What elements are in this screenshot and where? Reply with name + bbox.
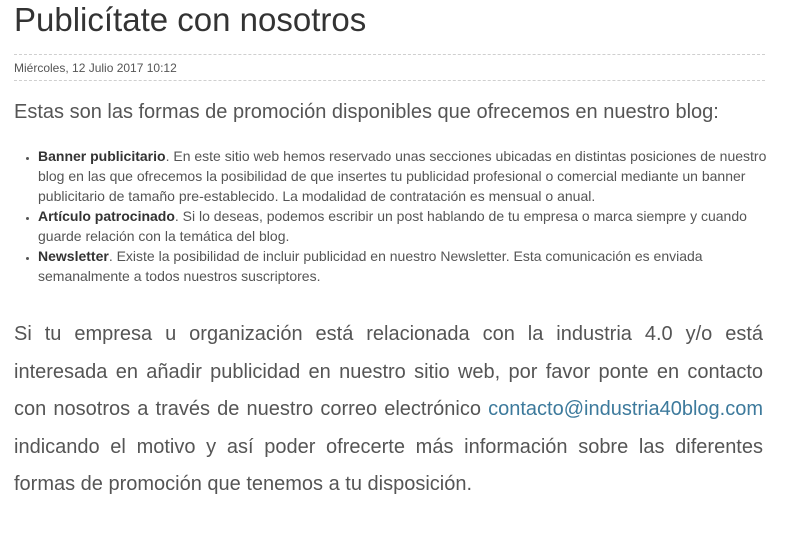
divider-bottom	[14, 80, 765, 81]
list-item-sponsored-article	[38, 206, 778, 246]
list-item-newsletter	[38, 246, 778, 286]
page-title: Publicítate con nosotros	[14, 1, 367, 38]
promotion-list	[14, 146, 778, 286]
divider-top	[14, 54, 765, 55]
publish-date: Miércoles, 12 Julio 2017 10:12	[14, 61, 177, 75]
intro-text: Estas son las formas de promoción disponibles que ofrecemos en nuestro blog:	[14, 101, 719, 123]
item-description: . Si lo deseas, podemos escribir un post hablando de tu empresa o marca siempre y cuando guarde relación con la temática del blog.	[38, 208, 747, 244]
item-title: Banner publicitario	[38, 148, 166, 164]
item-description: . Existe la posibilidad de incluir publicidad en nuestro Newsletter. Esta comunicación es enviada semanalmente a todos nuestros suscriptores.	[38, 248, 703, 284]
item-title: Newsletter	[38, 248, 109, 264]
contact-text-after: indicando el motivo y así poder ofrecerte más información sobre las diferentes formas de promoción que tenemos a tu disposición.	[14, 435, 763, 495]
list-item-banner	[38, 146, 778, 206]
contact-paragraph	[14, 316, 763, 504]
contact-text-before: Si tu empresa u organización está relacionada con la industria 4.0 y/o está interesada en añadir publicidad en nuestro sitio web, por favor ponte en contacto con nosotros a través de nuestro correo electrónico	[14, 323, 763, 420]
email-link[interactable]: contacto@industria40blog.com	[488, 398, 763, 420]
item-description: . En este sitio web hemos reservado unas secciones ubicadas en distintas posiciones de nuestro blog en las que ofrecemos la posibilidad de que insertes tu publicidad profesional o comercial mediante un banner publicitario de tamaño pre-establecido. La modalidad de contratación es mensual o anual.	[38, 148, 767, 204]
item-title: Artículo patrocinado	[38, 208, 175, 224]
